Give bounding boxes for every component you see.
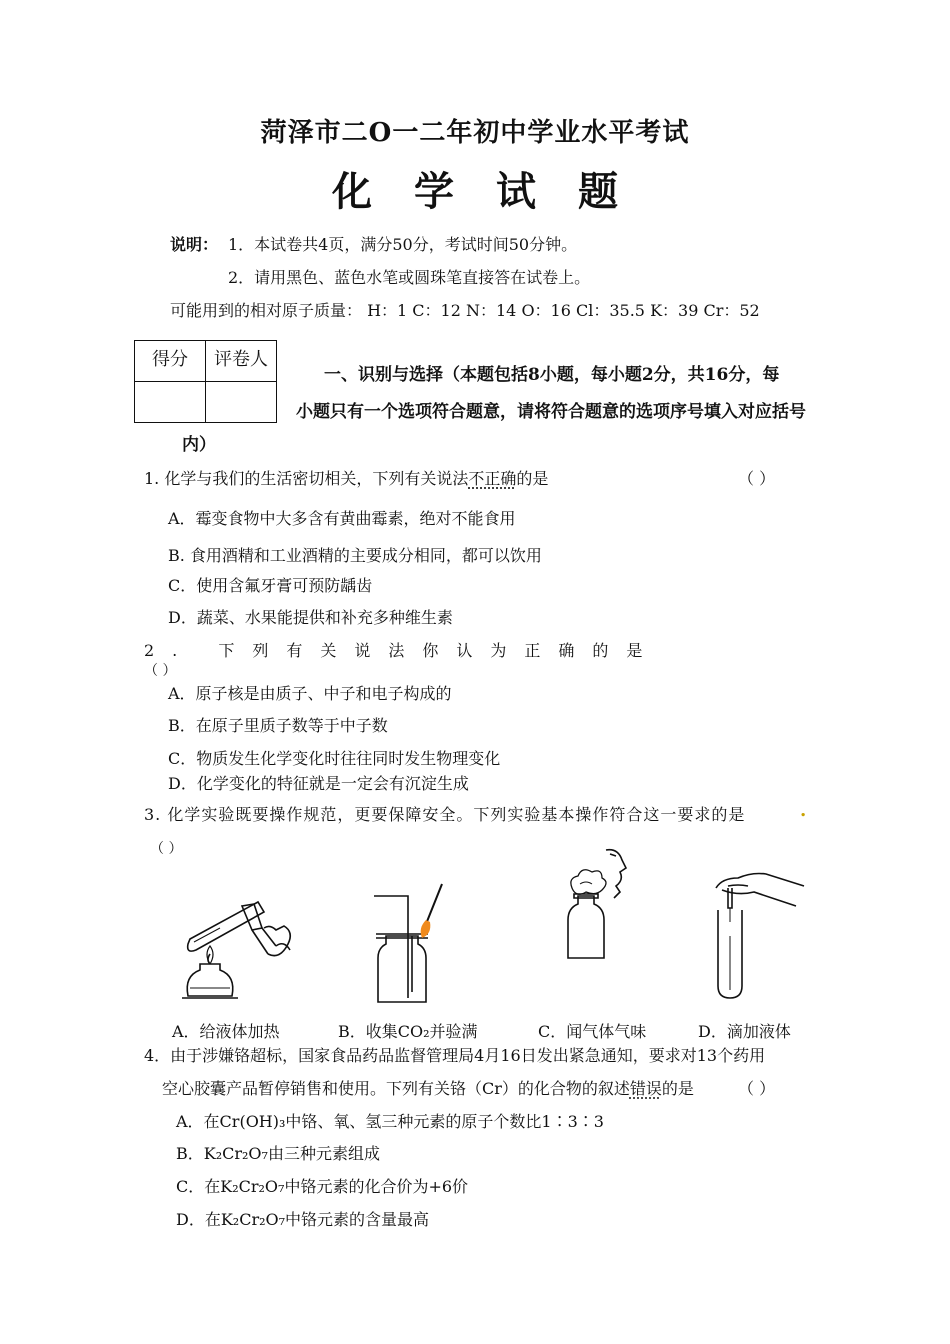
score-cell[interactable] [135, 382, 206, 423]
drop-liquid-figure [708, 866, 808, 1006]
q1-option-a: A．霉变食物中大多含有黄曲霉素，绝对不能食用 [168, 509, 516, 528]
q2-option-c: C．物质发生化学变化时往往同时发生物理变化 [168, 749, 501, 768]
grader-header: 评卷人 [206, 341, 277, 382]
q2-option-b: B．在原子里质子数等于中子数 [168, 716, 388, 735]
section1-heading-line1: 一、识别与选择（本题包括8小题，每小题2分，共16分，每 [324, 365, 780, 385]
q3-mark: . [800, 800, 807, 821]
q1-option-c: C．使用含氟牙膏可预防龋齿 [168, 576, 373, 595]
q4-option-c: C．在K₂Cr₂O₇中铬元素的化合价为+6价 [176, 1177, 469, 1196]
grader-cell[interactable] [206, 382, 277, 423]
score-table [134, 340, 277, 423]
q1-emphasis: 不正确 [468, 469, 517, 488]
section1-heading-line3: 内） [182, 435, 216, 455]
q2-stem: 2. 下列有关说法你认为正确的是 [144, 641, 661, 660]
smell-gas-figure [556, 846, 646, 971]
subject-title: 化学试题 [332, 168, 660, 215]
score-header: 得分 [135, 341, 206, 382]
q1-stem: 1. 化学与我们的生活密切相关，下列有关说法不正确的是 [144, 469, 549, 488]
exam-title: 菏泽市二O一二年初中学业水平考试 [260, 118, 690, 148]
q2-option-d: D．化学变化的特征就是一定会有沉淀生成 [168, 774, 469, 793]
q1-answer-bracket[interactable]: （ ） [738, 469, 776, 488]
q3-stem: 3. 化学实验既要操作规范，更要保障安全。下列实验基本操作符合这一要求的是 [144, 805, 746, 824]
flame-icon [421, 920, 431, 938]
q3-option-b: B．收集CO₂并验满 [338, 1022, 478, 1041]
q3-option-a: A．给液体加热 [172, 1022, 280, 1041]
instructions-label: 说明： [170, 235, 219, 254]
co2-collection-figure [368, 880, 458, 1005]
q2-answer-bracket[interactable]: （ ） [144, 663, 177, 679]
section1-heading-line2: 小题只有一个选项符合题意，请将符合题意的选项序号填入对应括号 [296, 402, 806, 422]
q1-option-d: D．蔬菜、水果能提供和补充多种维生素 [168, 608, 453, 627]
instruction-item-1: 1．本试卷共4页，满分50分，考试时间50分钟。 [228, 235, 578, 254]
q4-option-a: A．在Cr(OH)₃中铬、氧、氢三种元素的原子个数比1∶3∶3 [176, 1112, 604, 1131]
q4-emphasis: 错误 [629, 1079, 662, 1098]
q3-option-c: C．闻气体气味 [538, 1022, 647, 1041]
q4-stem-line1: 4．由于涉嫌铬超标，国家食品药品监督管理局4月16日发出紧急通知，要求对13个药用 [144, 1046, 766, 1065]
q3-answer-bracket[interactable]: （ ） [150, 841, 183, 857]
q4-answer-bracket[interactable]: （ ） [738, 1079, 776, 1098]
instruction-item-2: 2．请用黑色、蓝色水笔或圆珠笔直接答在试卷上。 [228, 268, 591, 287]
q3-option-d: D．滴加液体 [698, 1022, 791, 1041]
q4-stem-line2: 空心胶囊产品暂停销售和使用。下列有关铬（Cr）的化合物的叙述错误的是 [162, 1079, 694, 1098]
q2-option-a: A．原子核是由质子、中子和电子构成的 [168, 684, 452, 703]
q4-option-b: B．K₂Cr₂O₇由三种元素组成 [176, 1144, 380, 1163]
q4-option-d: D．在K₂Cr₂O₇中铬元素的含量最高 [176, 1210, 430, 1229]
q1-option-b: B. 食用酒精和工业酒精的主要成分相同，都可以饮用 [168, 546, 542, 565]
atomic-masses: 可能用到的相对原子质量： H：1 C：12 N：14 O：16 Cl：35.5 K：39 Cr：52 [170, 301, 760, 320]
heating-liquid-figure [180, 884, 305, 1004]
